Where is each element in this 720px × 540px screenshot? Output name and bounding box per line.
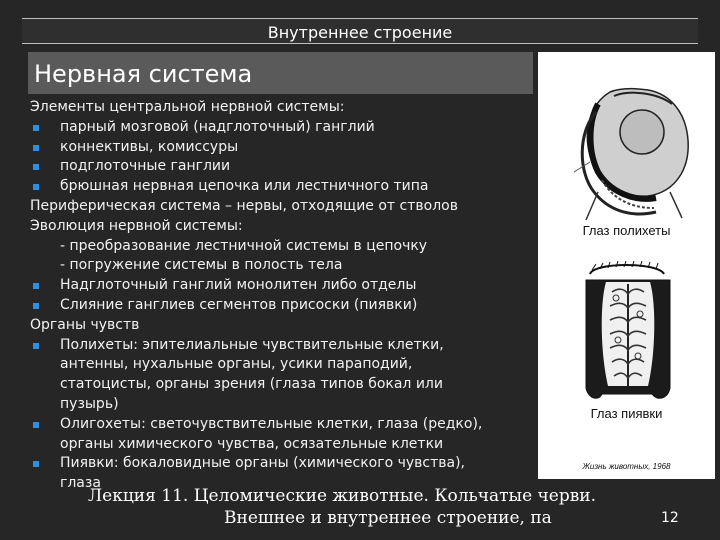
bullet-item: брюшная нервная цепочка или лестничного типа: [30, 177, 535, 197]
header-band: [22, 18, 698, 44]
title-panel: [28, 52, 533, 94]
bullet-item: парный мозговой (надглоточный) ганглий: [30, 118, 535, 138]
bullet-item: Олигохеты: светочувствительные клетки, глаза (редко),: [30, 415, 535, 435]
caption-polychaete-eye: Глаз полихеты: [582, 223, 671, 238]
dash-item: - погружение системы в полость тела: [60, 257, 343, 274]
footer: [0, 484, 720, 540]
slide-title: Нервная система: [34, 60, 253, 88]
body-line: Элементы центральной нервной системы:: [30, 99, 345, 115]
bullet-continuation: органы химического чувства, осязательные клетки: [60, 435, 444, 452]
figure-panel: [538, 52, 715, 479]
bullet-item: Слияние ганглиев сегментов присоски (пиявки): [30, 296, 535, 316]
bullet-continuation: антенны, нухальные органы, усики параподий,: [60, 356, 413, 373]
bullet-continuation: пузырь): [60, 395, 119, 412]
figure-credit: Жизнь животных, 1968: [582, 462, 671, 471]
bullet-item: коннективы, комиссуры: [30, 138, 535, 158]
bullet-item: Полихеты: эпителиальные чувствительные клетки,: [30, 336, 535, 356]
bullet-item: подглоточные ганглии: [30, 157, 535, 177]
bullet-item: Надглоточный ганглий монолитен либо отделы: [30, 276, 535, 296]
slide-body: [30, 98, 535, 494]
page-number: 12: [661, 510, 679, 526]
polychaete-eye-illustration: [574, 89, 688, 220]
dash-item: - преобразование лестничной системы в цепочку: [60, 237, 428, 254]
footer-lecture-subtitle: Внешнее и внутреннее строение, па: [224, 508, 552, 528]
body-line: Эволюция нервной системы:: [30, 217, 243, 234]
footer-lecture-title: Лекция 11. Целомические животные. Кольчатые черви.: [88, 486, 597, 506]
caption-leech-eye: Глаз пиявки: [590, 406, 663, 421]
body-line: Органы чувств: [30, 316, 140, 333]
bullet-continuation: глаза: [60, 475, 101, 492]
bullet-continuation: статоцисты, органы зрения (глаза типов бокал или: [60, 376, 443, 393]
body-line: Периферическая система – нервы, отходящие от стволов: [30, 197, 458, 214]
bullet-item: Пиявки: бокаловидные органы (химического чувства),: [30, 454, 535, 474]
leech-eye-illustration: [586, 261, 670, 398]
header-title: Внутреннее строение: [267, 23, 453, 42]
